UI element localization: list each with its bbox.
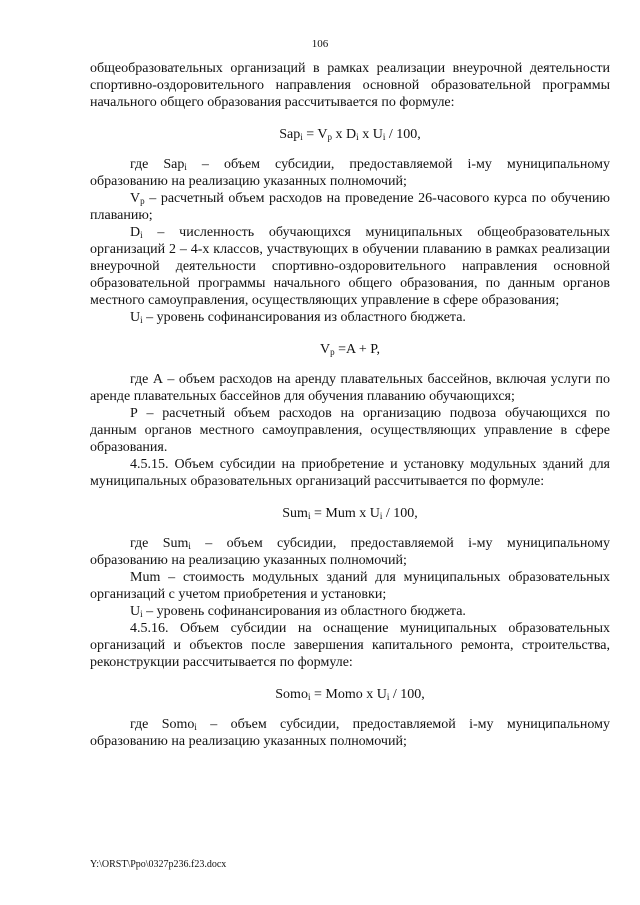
paragraph-4-5-15: 4.5.15. Объем субсидии на приобретение и установку модульных зданий для муниципальных образовательных организаций рассчитывается по формуле: (90, 457, 610, 489)
definition-a: где А – объем расходов на аренду плавательных бассейнов, включая услуги по аренде плавательных бассейнов для обучения плаванию обучающихся; (90, 372, 610, 404)
definition-somo: где Somo$_i$ – объем субсидии, предоставляемой i-му муниципальному образованию на реализацию указанных полномочий; (90, 717, 610, 749)
definition-mum: Mum – стоимость модульных зданий для муниципальных образовательных организаций с учетом приобретения и установки; (90, 570, 610, 602)
paragraph-intro: общеобразовательных организаций в рамках реализации внеурочной деятельности спортивно-оздоровительного направления основной образовательной программы начального общего образования рассчитывается по формуле: (90, 61, 610, 110)
footer-file-path: Y:\ORST\Ppo\0327p236.f23.docx (90, 859, 227, 870)
formula-sum: Sum$_i$ = Mum x $U_i / 100$, (282, 506, 418, 521)
formula-vp: $V_p =A + P$, (320, 342, 380, 357)
definition-p: Р – расчетный объем расходов на организацию подвоза обучающихся по данным органов местного самоуправления, осуществляющих управление в сфере образования. (90, 406, 610, 455)
formula-sap: $Sap_i = V_p$ x $D_i$ x $U_i / 100$, (279, 127, 421, 142)
formula-somo: Somo$_i$ = Momo x $U_i / 100$, (275, 687, 425, 702)
definition-di: $D_i$ – численность обучающихся муниципальных общеобразовательных организаций 2 – 4-х классов, участвующих в обучении плаванию в рамках реализации внеурочной деятельности спортивно-оздоровительного направления основной образовательной программы начального общего образования, по данным органов местного самоуправления, осуществляющих управление в сфере образования; (90, 225, 610, 308)
definition-sum: где Sum$_i$ – объем субсидии, предоставляемой i-му муниципальному образованию на реализацию указанных полномочий; (90, 536, 610, 568)
paragraph-4-5-16: 4.5.16. Объем субсидии на оснащение муниципальных образовательных организаций и объектов после завершения капитального ремонта, строительства, реконструкции рассчитывается по формуле: (90, 621, 610, 670)
definition-ui: $U_i$ – уровень софинансирования из областного бюджета. (130, 310, 466, 325)
definition-vp: $V_p$ – расчетный объем расходов на проведение 26-часового курса по обучению плаванию; (90, 191, 610, 223)
definition-ui-2: $U_i$ – уровень софинансирования из областного бюджета. (130, 604, 466, 619)
definition-sap: где Sap$_i$ – объем субсидии, предоставляемой i-му муниципальному образованию на реализацию указанных полномочий; (90, 157, 610, 189)
page-body (90, 60, 610, 750)
page-number: 106 (311, 38, 329, 50)
